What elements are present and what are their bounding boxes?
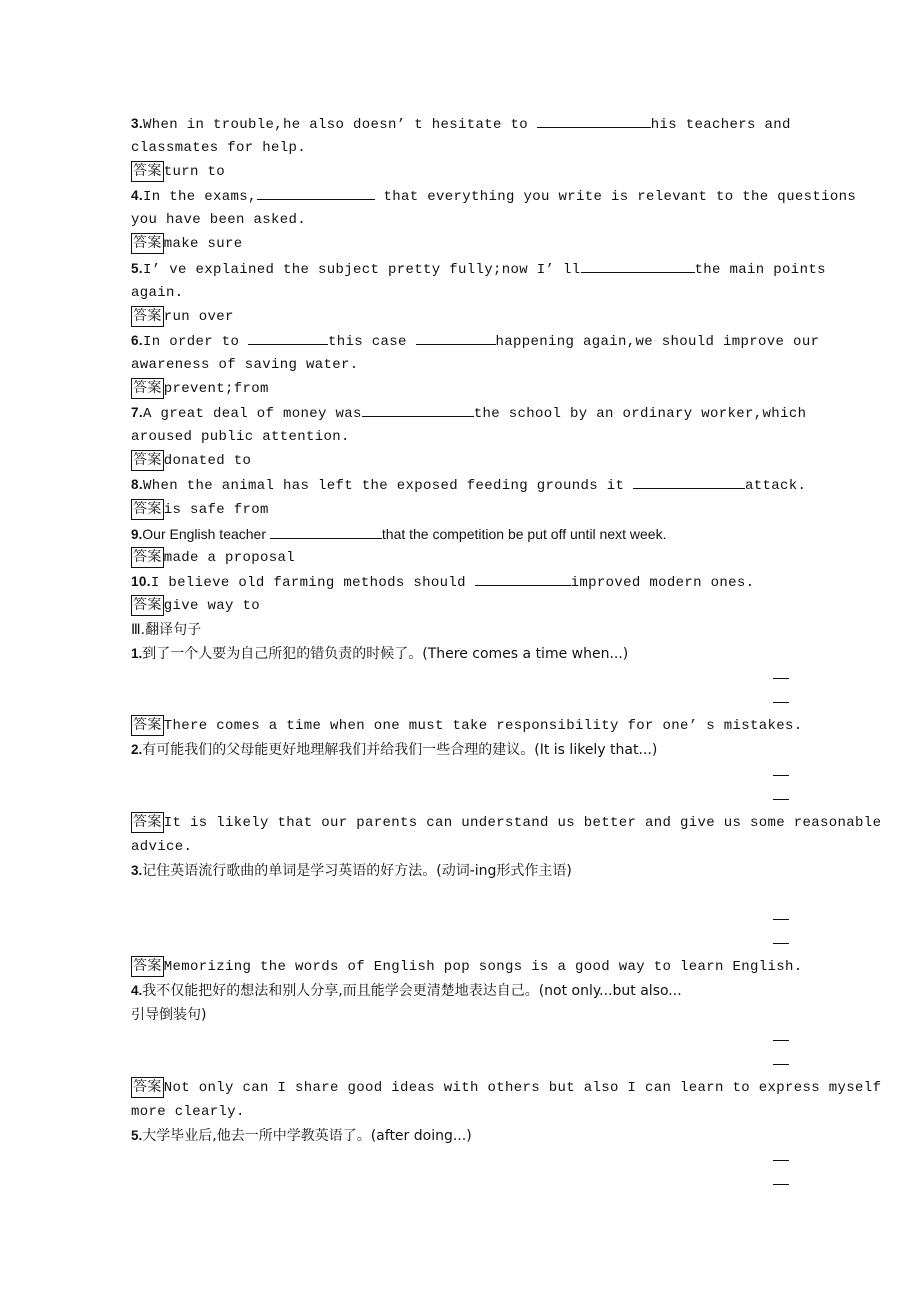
- question-5: [131, 257, 837, 281]
- question-text: When in trouble,he also doesn’ t hesitate to: [142, 117, 537, 133]
- translation-prompt-4: [131, 979, 837, 1003]
- question-text: I’ ve explained the subject pretty fully;now I’ ll: [142, 261, 581, 278]
- answer-line[interactable]: [131, 907, 837, 931]
- question-text: Our English teacher: [142, 525, 270, 542]
- answer-text: run over: [163, 308, 234, 325]
- answer-label: 答案: [131, 715, 164, 736]
- question-text: that everything you write is relevant to the questions: [374, 189, 857, 206]
- answer-label: 答案: [131, 161, 164, 182]
- answer-text: Not only can I share good ideas with others but also I can learn to express myself: [163, 1079, 882, 1096]
- question-8: [131, 473, 837, 497]
- question-number: 5.: [131, 1127, 143, 1143]
- section-title: Ⅲ.翻译句子: [131, 621, 202, 638]
- question-number: 5.: [131, 260, 143, 276]
- answer-text: is safe from: [163, 501, 269, 518]
- answer-text: prevent;from: [163, 381, 269, 398]
- question-number: 7.: [131, 405, 143, 421]
- question-number: 3.: [131, 116, 143, 131]
- answer-text: make sure: [163, 236, 243, 253]
- answer-row: [131, 1076, 882, 1100]
- question-text: In order to: [142, 333, 248, 350]
- question-number: 1.: [131, 646, 143, 662]
- question-continuation: you have been asked.: [131, 212, 307, 229]
- answer-label: 答案: [131, 306, 164, 327]
- answer-line[interactable]: [131, 787, 837, 811]
- question-number: 6.: [131, 332, 143, 348]
- dash-mark: [773, 678, 789, 679]
- answer-row: [131, 377, 837, 401]
- translation-prompt-5: [131, 1124, 837, 1148]
- answer-row: [131, 955, 837, 979]
- question-continuation: classmates for help.: [131, 140, 307, 157]
- answer-label: 答案: [131, 547, 164, 568]
- answer-line[interactable]: [131, 931, 837, 955]
- answer-line[interactable]: [131, 763, 837, 787]
- answer-row: [131, 546, 837, 570]
- translation-prompt-3: [131, 859, 837, 883]
- question-continuation: awareness of saving water.: [131, 356, 359, 373]
- translation-prompt-2: [131, 738, 837, 762]
- question-text: improved modern ones.: [570, 574, 755, 591]
- fill-blank[interactable]: [362, 401, 474, 417]
- question-number: 9.: [131, 526, 143, 542]
- fill-blank[interactable]: [475, 570, 571, 586]
- answer-row: [131, 160, 837, 184]
- question-text: his teachers and: [650, 117, 791, 133]
- question-6: [131, 329, 837, 353]
- question-number: 10.: [131, 573, 151, 589]
- answer-row: [131, 449, 837, 473]
- question-continuation: aroused public attention.: [131, 429, 350, 446]
- translation-prompt-1: [131, 642, 837, 666]
- answer-row: [131, 305, 837, 329]
- dash-mark: [773, 702, 789, 703]
- answer-label: 答案: [131, 956, 164, 977]
- dash-mark: [773, 919, 789, 920]
- answer-text: give way to: [163, 597, 260, 614]
- question-3: [131, 112, 837, 136]
- answer-text: turn to: [163, 164, 225, 181]
- fill-blank[interactable]: [581, 257, 695, 273]
- answer-text: There comes a time when one must take responsibility for one’ s mistakes.: [163, 718, 803, 735]
- question-7: [131, 401, 837, 425]
- answer-label: 答案: [131, 1077, 164, 1098]
- answer-row: [131, 498, 837, 522]
- answer-row: [131, 714, 837, 738]
- prompt-continuation: 引导倒装句): [131, 1007, 207, 1024]
- question-4: [131, 184, 857, 208]
- answer-text: It is likely that our parents can understand us better and give us some reasonable: [163, 814, 882, 831]
- answer-continuation: advice.: [131, 838, 193, 855]
- question-text: happening again,we should improve our: [495, 333, 820, 350]
- prompt-text: 我不仅能把好的想法和别人分享,而且能学会更清楚地表达自己。(not only...but also...: [142, 983, 682, 1000]
- dash-mark: [773, 1184, 789, 1185]
- question-number: 3.: [131, 862, 143, 878]
- question-9: [131, 522, 837, 546]
- answer-line[interactable]: [131, 1148, 837, 1172]
- fill-blank[interactable]: [248, 329, 328, 345]
- dash-mark: [773, 1040, 789, 1041]
- prompt-text: 记住英语流行歌曲的单词是学习英语的好方法。(动词-ing形式作主语): [142, 862, 572, 879]
- answer-label: 答案: [131, 450, 164, 471]
- answer-label: 答案: [131, 233, 164, 254]
- question-10: [131, 570, 837, 594]
- fill-blank[interactable]: [270, 523, 382, 539]
- question-number: 8.: [131, 477, 143, 493]
- answer-line[interactable]: [131, 1172, 837, 1196]
- question-text: When the animal has left the exposed feeding grounds it: [142, 478, 634, 495]
- prompt-text: 到了一个人要为自己所犯的错负责的时候了。(There comes a time when...): [142, 646, 629, 663]
- fill-blank[interactable]: [257, 184, 375, 200]
- question-number: 4.: [131, 983, 143, 999]
- question-continuation: again.: [131, 284, 184, 301]
- fill-blank[interactable]: [416, 329, 496, 345]
- question-number: 4.: [131, 188, 143, 204]
- dash-mark: [773, 943, 789, 944]
- answer-line[interactable]: [131, 666, 837, 690]
- answer-label: 答案: [131, 595, 164, 616]
- question-text: A great deal of money was: [142, 406, 362, 423]
- question-number: 2.: [131, 742, 143, 758]
- prompt-text: 大学毕业后,他去一所中学教英语了。(after doing...): [142, 1127, 472, 1144]
- answer-line[interactable]: [131, 1028, 837, 1052]
- answer-row: [131, 594, 837, 618]
- question-text: I believe old farming methods should: [150, 574, 475, 591]
- dash-mark: [773, 775, 789, 776]
- question-text: attack.: [745, 478, 807, 495]
- answer-line[interactable]: [131, 1052, 837, 1076]
- answer-row: [131, 232, 837, 256]
- prompt-text: 有可能我们的父母能更好地理解我们并给我们一些合理的建议。(It is likely that...): [142, 742, 658, 759]
- question-text: In the exams,: [142, 189, 257, 206]
- dash-mark: [773, 1160, 789, 1161]
- dash-mark: [773, 1064, 789, 1065]
- worksheet-page: [131, 112, 882, 1196]
- dash-mark: [773, 799, 789, 800]
- answer-continuation: more clearly.: [131, 1103, 245, 1120]
- question-text: this case: [328, 333, 416, 350]
- answer-label: 答案: [131, 378, 164, 399]
- answer-text: made a proposal: [163, 549, 295, 566]
- fill-blank[interactable]: [537, 112, 651, 128]
- question-text: that the competition be put off until next week.: [381, 525, 667, 542]
- question-text: the main points: [694, 261, 826, 278]
- question-text: the school by an ordinary worker,which: [473, 406, 807, 423]
- answer-line[interactable]: [131, 690, 837, 714]
- answer-text: donated to: [163, 453, 252, 470]
- answer-text: Memorizing the words of English pop songs is a good way to learn English.: [163, 959, 803, 976]
- fill-blank[interactable]: [633, 473, 745, 489]
- answer-row: [131, 811, 882, 835]
- answer-label: 答案: [131, 812, 164, 833]
- answer-label: 答案: [131, 499, 164, 520]
